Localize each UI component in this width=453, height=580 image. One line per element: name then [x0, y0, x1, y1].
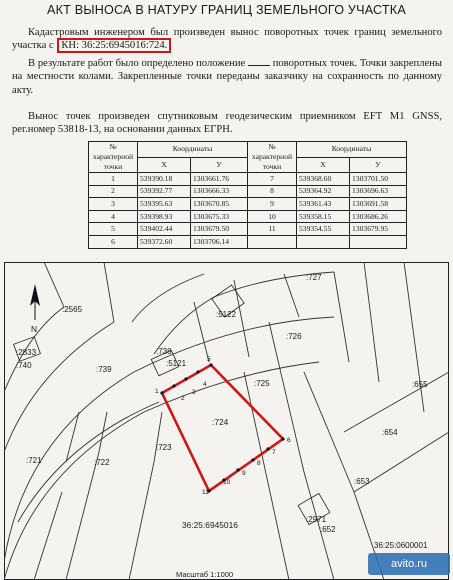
- quarter-number-right: 36:25:0600001: [374, 541, 428, 550]
- coordinates-table: [88, 141, 407, 249]
- parcel-label: :740: [16, 361, 32, 370]
- map-scale: Масштаб 1:1000: [176, 570, 234, 579]
- parcel-label: :655: [412, 380, 428, 389]
- parcel-label: :652: [320, 525, 336, 534]
- svg-text:10: 10: [223, 479, 231, 486]
- parcel-label: :2971: [306, 515, 327, 524]
- parcel-label: :724: [212, 417, 229, 427]
- cadastral-map: [4, 262, 449, 580]
- svg-text:4: 4: [203, 381, 207, 388]
- parcel-label: :726: [286, 332, 302, 341]
- parcel-label: :5122: [216, 310, 237, 319]
- parcel-label: :654: [382, 428, 398, 437]
- table-row: 3 539395.63 1303670.85 9 539361.43 1303691.58: [89, 198, 407, 211]
- result-text-after: поворотных точек. Точки закреплены на местности колами. Закрепленные точки переданы заказчику на сохранность по данному акту.: [12, 58, 442, 96]
- paragraph-equipment: Вынос точек произведен спутниковым геодезическим приемником EFT M1 GNSS, рег.номер 53818-13, на основании данных ЕГРН.: [12, 111, 442, 136]
- intro-text: Кадастровым инженером был произведен вынос поворотных точек границ земельного участка с: [12, 27, 442, 52]
- north-label: N: [31, 324, 38, 334]
- table-row: 1 539390.18 1303661.76 7 539368.60 1303701.50: [89, 173, 407, 186]
- parcel-label: :653: [354, 477, 370, 486]
- table-row: 2 539392.77 1303666.33 8 539364.92 1303696.63: [89, 185, 407, 198]
- parcel-label: :5121: [166, 359, 187, 368]
- svg-text:6: 6: [287, 437, 291, 444]
- parcel-label: :2833: [16, 348, 37, 357]
- svg-text:5: 5: [207, 356, 211, 363]
- parcel-label: :739: [96, 365, 112, 374]
- svg-text:8: 8: [257, 460, 261, 467]
- paragraph-intro: [12, 26, 442, 53]
- col-y-left: У: [191, 157, 248, 173]
- result-text-before: В результате работ было определено положение: [28, 58, 248, 69]
- parcel-labels: [16, 273, 428, 534]
- parcel-label: :723: [156, 443, 172, 452]
- parcel-label: :725: [254, 379, 270, 388]
- cadastral-number: КН: 36:25:6945016:724.: [57, 38, 171, 53]
- quarter-number: 36:25:6945016: [182, 520, 238, 530]
- north-arrow-icon: [30, 284, 40, 334]
- svg-text:3: 3: [192, 389, 196, 396]
- svg-text:11: 11: [202, 489, 209, 496]
- coords-header-right: Координаты: [297, 142, 407, 158]
- col-x-left: X: [138, 157, 191, 173]
- map-svg: [4, 262, 449, 580]
- col-point-left: № характерной точки: [89, 142, 138, 173]
- col-point-right: № характерной точки: [248, 142, 297, 173]
- col-x-right: X: [297, 157, 350, 173]
- blank-field: [248, 57, 270, 66]
- parcel-label: :721: [26, 456, 42, 465]
- parcel-label: :727: [306, 273, 322, 282]
- svg-text:9: 9: [242, 470, 246, 477]
- watermark-logo: avito.ru: [368, 553, 450, 575]
- col-y-right: У: [350, 157, 407, 173]
- svg-text:7: 7: [272, 449, 276, 456]
- parcel-label: :722: [94, 458, 110, 467]
- table-row: 6 539372.60 1303706.14: [89, 235, 407, 248]
- coords-header-left: Координаты: [138, 142, 248, 158]
- table-row: 4 539398.93 1303675.33 10 539358.15 1303686.26: [89, 210, 407, 223]
- parcel-label: :738: [156, 347, 172, 356]
- document-title: АКТ ВЫНОСА В НАТУРУ ГРАНИЦ ЗЕМЕЛЬНОГО УЧАСТКА: [47, 3, 406, 17]
- parcel-label: :2565: [62, 305, 83, 314]
- paragraph-result: [12, 57, 442, 97]
- svg-text:2: 2: [181, 395, 185, 402]
- svg-text:1: 1: [155, 388, 159, 395]
- buildings: [14, 285, 330, 524]
- table-row: 5 539402.44 1303679.50 11 539354.55 1303679.95: [89, 223, 407, 236]
